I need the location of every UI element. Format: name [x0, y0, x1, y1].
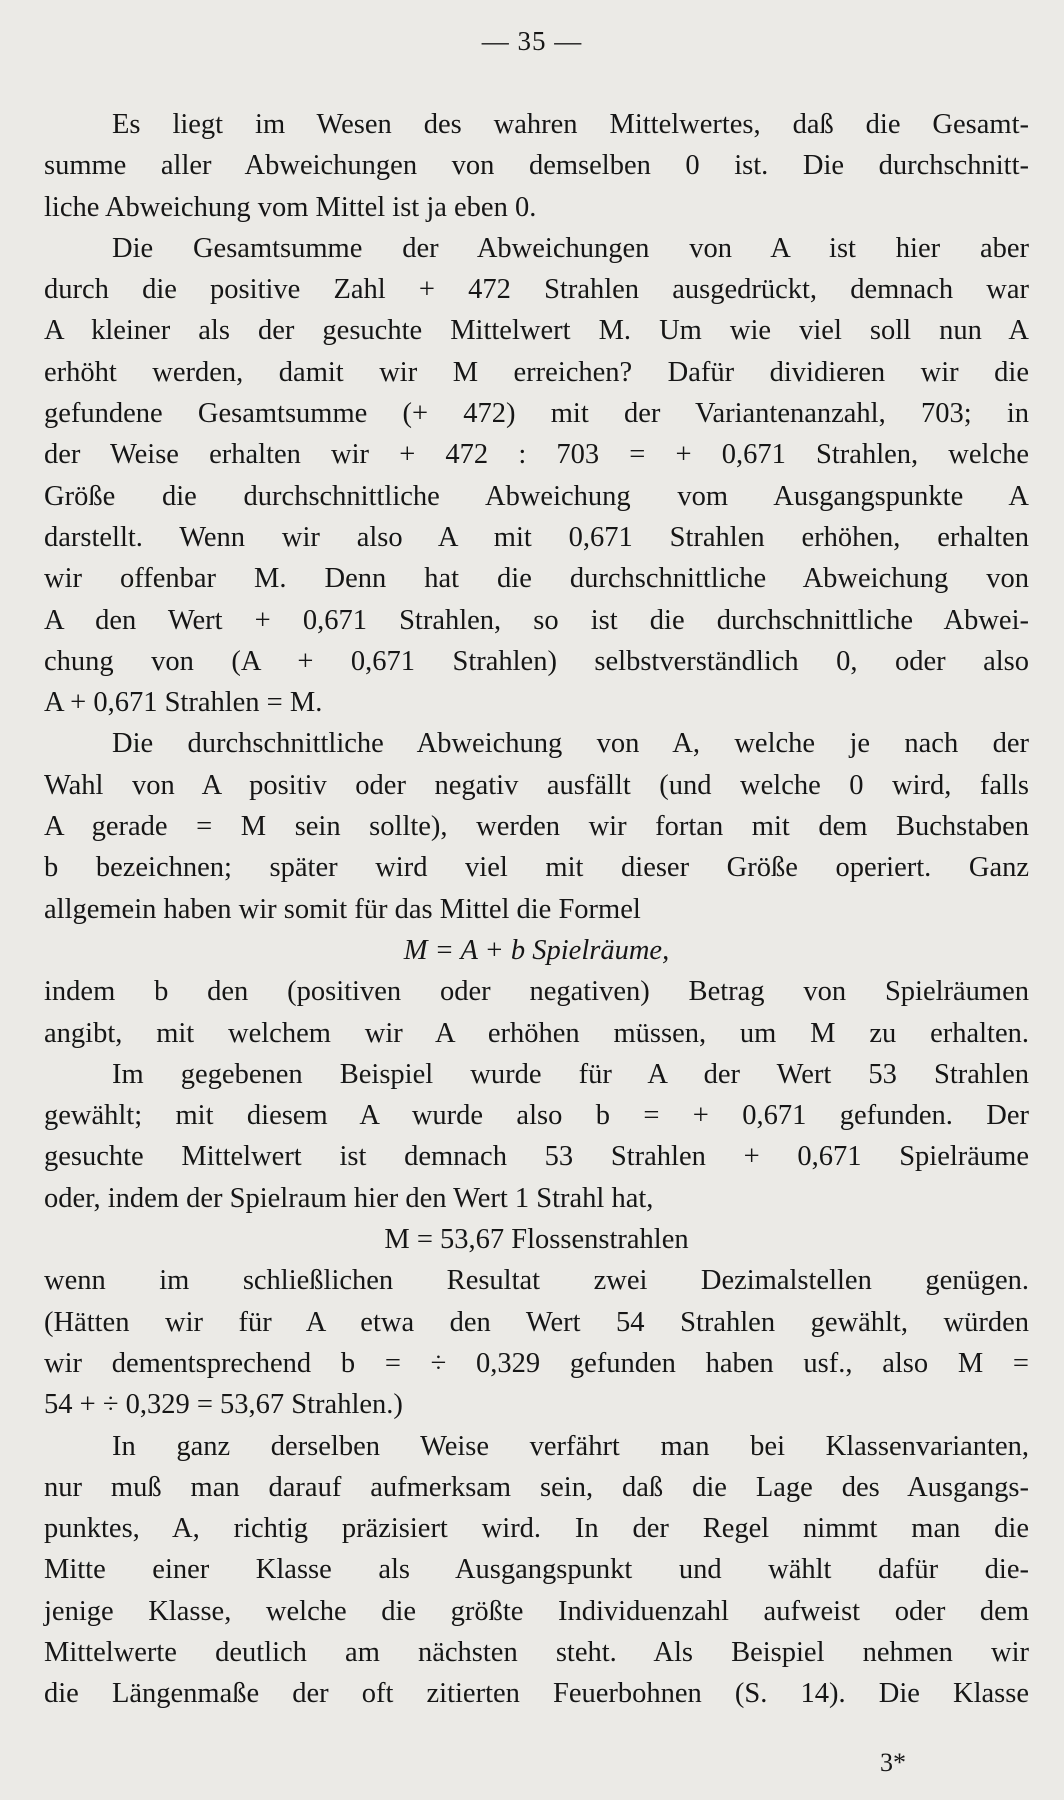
text-line: Größe die durchschnittliche Abweichung vom Ausgangspunkte A: [44, 480, 1029, 512]
text-line: (Hätten wir für A etwa den Wert 54 Strahlen gewählt, würden: [44, 1306, 1029, 1338]
text-line: oder, indem der Spielraum hier den Wert 1 Strahl hat,: [44, 1182, 654, 1214]
text-line: A + 0,671 Strahlen = M.: [44, 687, 323, 719]
text-line: b bezeichnen; später wird viel mit dieser Größe operiert. Ganz: [44, 852, 1029, 884]
text-line: Mittelwerte deutlich am nächsten steht. Als Beispiel nehmen wir: [44, 1636, 1029, 1668]
paragraph-5: [44, 1054, 1029, 1219]
text-line: wir offenbar M. Denn hat die durchschnittliche Abweichung von: [44, 563, 1029, 595]
text-line: gesuchte Mittelwert ist demnach 53 Strahlen + 0,671 Spielräume: [44, 1141, 1029, 1173]
text-line: wir dementsprechend b = ÷ 0,329 gefunden haben usf., also M =: [44, 1347, 1029, 1379]
text-line: durch die positive Zahl + 472 Strahlen ausgedrückt, demnach war: [44, 274, 1029, 306]
text-line: Wahl von A positiv oder negativ ausfällt (und welche 0 wird, falls: [44, 769, 1029, 801]
paragraph-2: [44, 228, 1029, 724]
text-line: summe aller Abweichungen von demselben 0 ist. Die durchschnitt-: [44, 150, 1029, 182]
text-line: A den Wert + 0,671 Strahlen, so ist die durchschnittliche Abwei-: [44, 604, 1029, 636]
text-line: Die Gesamtsumme der Abweichungen von A ist hier aber: [112, 232, 1029, 264]
text-line: In ganz derselben Weise verfährt man bei Klassenvarianten,: [112, 1430, 1029, 1462]
text-line: die Längenmaße der oft zitierten Feuerbohnen (S. 14). Die Klasse: [44, 1678, 1029, 1710]
text-line: darstellt. Wenn wir also A mit 0,671 Strahlen erhöhen, erhalten: [44, 521, 1029, 553]
paragraph-7: [44, 1426, 1029, 1715]
text-line: gefundene Gesamtsumme (+ 472) mit der Variantenanzahl, 703; in: [44, 398, 1029, 430]
page-body: [44, 104, 1029, 1715]
text-line: der Weise erhalten wir + 472 : 703 = + 0,671 Strahlen, welche: [44, 439, 1029, 471]
text-line: indem b den (positiven oder negativen) Betrag von Spielräumen: [44, 976, 1029, 1008]
page-number-header: — 35 —: [481, 26, 583, 56]
text-line: 54 + ÷ 0,329 = 53,67 Strahlen.): [44, 1389, 403, 1421]
text-line: jenige Klasse, welche die größte Individuenzahl aufweist oder dem: [44, 1595, 1029, 1627]
text-line: gewählt; mit diesem A wurde also b = + 0,671 gefunden. Der: [44, 1100, 1029, 1132]
text-line: angibt, mit welchem wir A erhöhen müssen, um M zu erhalten.: [44, 1017, 1029, 1049]
paragraph-1: [44, 104, 1029, 228]
text-line: A kleiner als der gesuchte Mittelwert M. Um wie viel soll nun A: [44, 315, 1029, 347]
text-line: Im gegebenen Beispiel wurde für A der Wert 53 Strahlen: [112, 1058, 1029, 1090]
text-line: allgemein haben wir somit für das Mittel die Formel: [44, 893, 641, 925]
text-line: Die durchschnittliche Abweichung von A, welche je nach der: [112, 728, 1029, 760]
text-line: A gerade = M sein sollte), werden wir fortan mit dem Buchstaben: [44, 811, 1029, 843]
text-line: liche Abweichung vom Mittel ist ja eben 0.: [44, 191, 537, 223]
text-line: punktes, A, richtig präzisiert wird. In der Regel nimmt man die: [44, 1513, 1029, 1545]
paragraph-6: [44, 1260, 1029, 1425]
formula-result: M = 53,67 Flossenstrahlen: [384, 1224, 689, 1256]
paragraph-3: [44, 723, 1029, 929]
formula-mean: M = A + b Spielräume,: [403, 934, 670, 966]
text-line: Es liegt im Wesen des wahren Mittelwertes, daß die Gesamt-: [112, 109, 1029, 140]
text-line: wenn im schließlichen Resultat zwei Dezimalstellen genügen.: [44, 1265, 1029, 1297]
paragraph-4: [44, 971, 1029, 1054]
text-line: Mitte einer Klasse als Ausgangspunkt und wählt dafür die-: [44, 1554, 1029, 1586]
signature-mark: 3*: [880, 1748, 906, 1777]
text-line: chung von (A + 0,671 Strahlen) selbstverständlich 0, oder also: [44, 645, 1029, 677]
text-line: erhöht werden, damit wir M erreichen? Dafür dividieren wir die: [44, 356, 1029, 388]
text-line: nur muß man darauf aufmerksam sein, daß die Lage des Ausgangs-: [44, 1471, 1029, 1503]
